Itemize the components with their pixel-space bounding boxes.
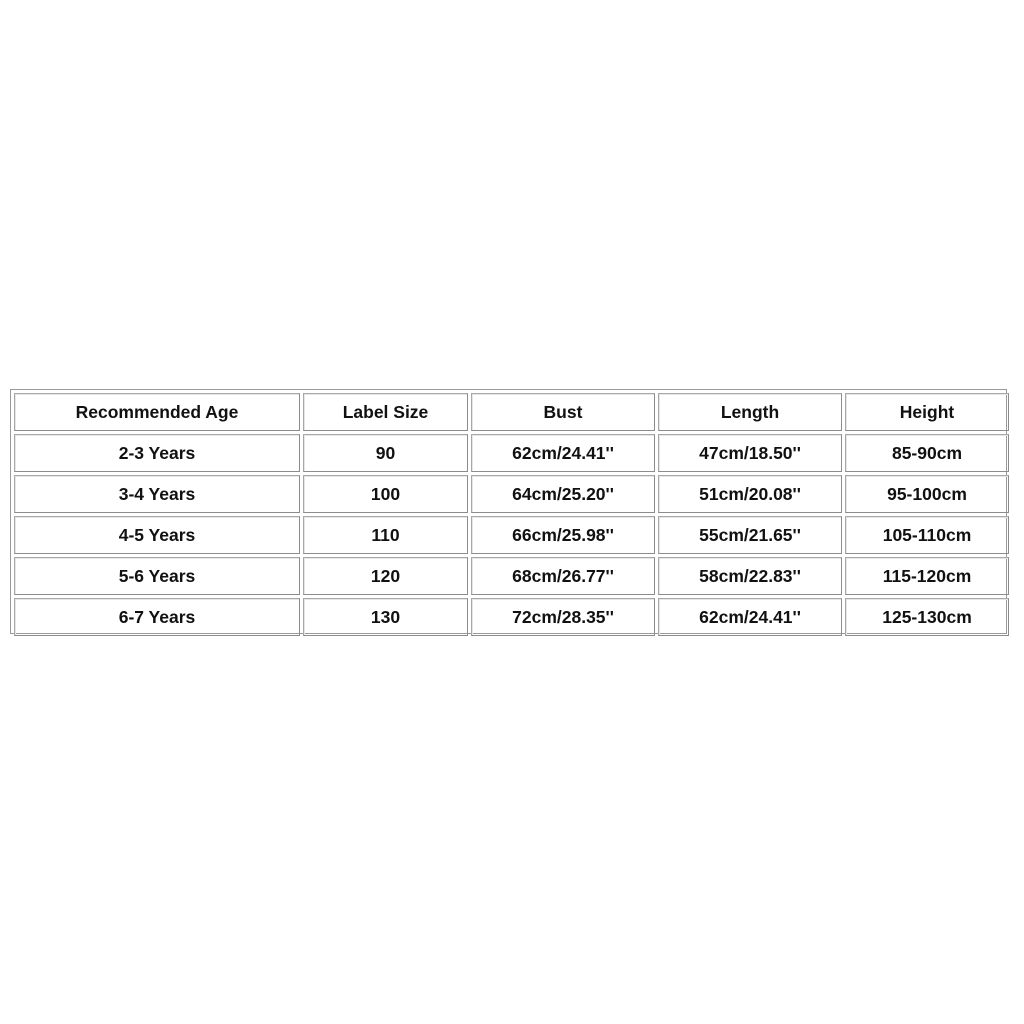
cell-recommended-age: 5-6 Years xyxy=(14,557,300,595)
table-row xyxy=(14,475,1009,513)
table-row xyxy=(14,557,1009,595)
cell-height: 125-130cm xyxy=(845,598,1009,636)
table-row xyxy=(14,598,1009,636)
cell-length: 62cm/24.41'' xyxy=(658,598,842,636)
cell-bust: 62cm/24.41'' xyxy=(471,434,655,472)
cell-height: 105-110cm xyxy=(845,516,1009,554)
cell-height: 85-90cm xyxy=(845,434,1009,472)
cell-bust: 64cm/25.20'' xyxy=(471,475,655,513)
cell-length: 47cm/18.50'' xyxy=(658,434,842,472)
table-header-row xyxy=(14,393,1009,431)
cell-recommended-age: 3-4 Years xyxy=(14,475,300,513)
cell-bust: 66cm/25.98'' xyxy=(471,516,655,554)
cell-label-size: 90 xyxy=(303,434,468,472)
cell-recommended-age: 2-3 Years xyxy=(14,434,300,472)
header-label-size: Label Size xyxy=(303,393,468,431)
cell-length: 55cm/21.65'' xyxy=(658,516,842,554)
size-chart-table xyxy=(11,390,1012,639)
table-row xyxy=(14,434,1009,472)
cell-length: 51cm/20.08'' xyxy=(658,475,842,513)
header-recommended-age: Recommended Age xyxy=(14,393,300,431)
header-length: Length xyxy=(658,393,842,431)
cell-label-size: 120 xyxy=(303,557,468,595)
cell-recommended-age: 6-7 Years xyxy=(14,598,300,636)
header-height: Height xyxy=(845,393,1009,431)
cell-bust: 72cm/28.35'' xyxy=(471,598,655,636)
cell-recommended-age: 4-5 Years xyxy=(14,516,300,554)
cell-label-size: 110 xyxy=(303,516,468,554)
cell-height: 115-120cm xyxy=(845,557,1009,595)
cell-bust: 68cm/26.77'' xyxy=(471,557,655,595)
table-row xyxy=(14,516,1009,554)
cell-length: 58cm/22.83'' xyxy=(658,557,842,595)
cell-height: 95-100cm xyxy=(845,475,1009,513)
size-chart xyxy=(10,389,1007,634)
header-bust: Bust xyxy=(471,393,655,431)
cell-label-size: 130 xyxy=(303,598,468,636)
cell-label-size: 100 xyxy=(303,475,468,513)
